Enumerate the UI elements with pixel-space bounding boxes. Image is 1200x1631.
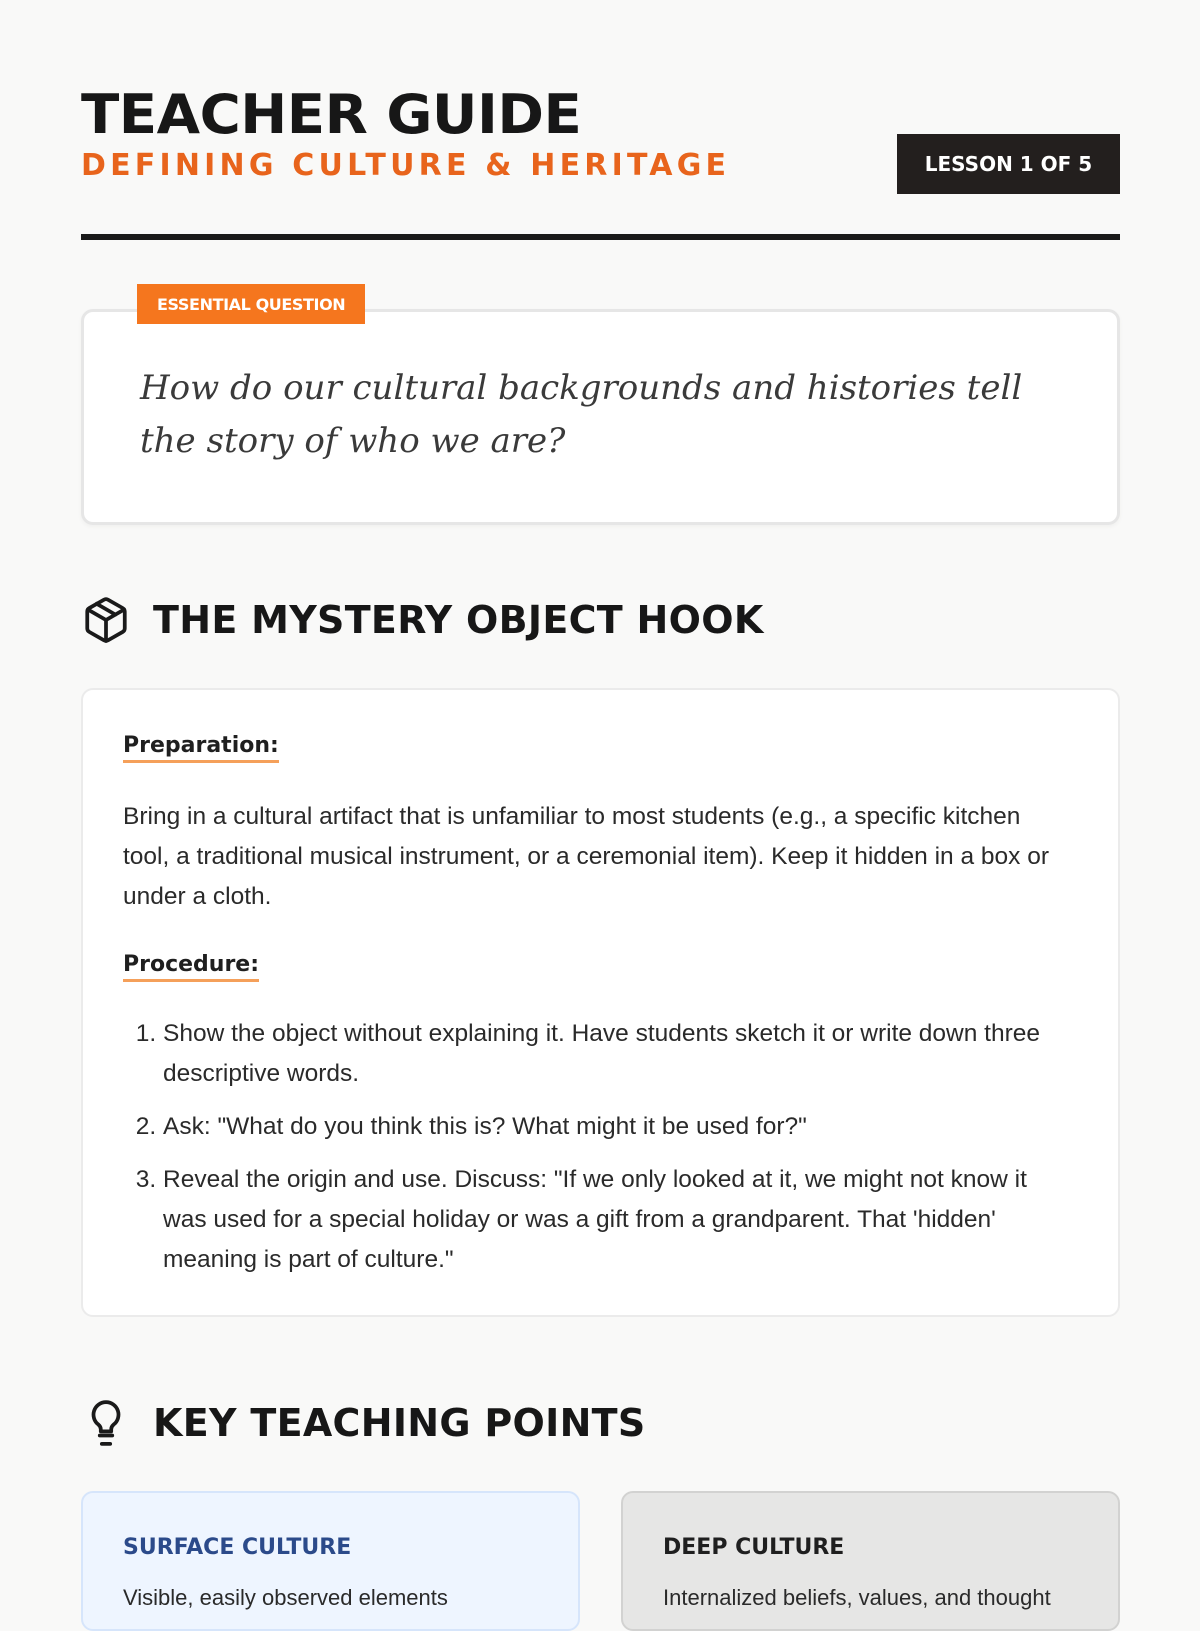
surface-culture-title: SURFACE CULTURE xyxy=(123,1535,352,1560)
lesson-badge: LESSON 1 OF 5 xyxy=(897,134,1120,194)
deep-culture-card xyxy=(621,1491,1120,1631)
page-title: TEACHER GUIDE xyxy=(81,83,582,146)
page-subtitle: DEFINING CULTURE & HERITAGE xyxy=(81,148,731,183)
teaching-points-title: KEY TEACHING POINTS xyxy=(153,1401,646,1445)
surface-culture-body: Visible, easily observed elements xyxy=(123,1585,448,1610)
procedure-label: Procedure: xyxy=(123,951,259,982)
page-header xyxy=(81,82,1120,242)
header-divider xyxy=(81,234,1120,240)
preparation-text: Bring in a cultural artifact that is unfamiliar to most students (e.g., a specific kitchen tool, a traditional musical instrument, or a ceremonial item). Keep it hidden in a box or under a cloth. xyxy=(123,803,1050,910)
procedure-step: 3. Reveal the origin and use. Discuss: "If we only looked at it, we might not know it was used for a special holiday or was a gift from a grandparent. That 'hidden' meaning is part of culture." xyxy=(163,1160,1073,1280)
hook-section-heading xyxy=(81,590,764,650)
teaching-points-heading xyxy=(81,1393,646,1453)
hook-card xyxy=(81,688,1120,1317)
procedure-step: 1. Show the object without explaining it. Have students sketch it or write down three descriptive words. xyxy=(163,1014,1073,1094)
essential-question-tag: ESSENTIAL QUESTION xyxy=(137,284,365,324)
hook-card-content xyxy=(123,732,1073,1293)
essential-question-text: How do our cultural backgrounds and histories tell the story of who we are? xyxy=(140,368,1023,461)
box-icon xyxy=(81,595,131,645)
preparation-label: Preparation: xyxy=(123,732,279,763)
procedure-step: 2. Ask: "What do you think this is? What might it be used for?" xyxy=(163,1107,1073,1147)
lightbulb-icon xyxy=(81,1398,131,1448)
essential-question-card xyxy=(81,309,1120,525)
surface-culture-card xyxy=(81,1491,580,1631)
deep-culture-body: Internalized beliefs, values, and thought xyxy=(663,1585,1051,1610)
procedure-steps xyxy=(123,1014,1073,1280)
deep-culture-title: DEEP CULTURE xyxy=(663,1535,845,1560)
hook-section-title: THE MYSTERY OBJECT HOOK xyxy=(153,598,764,642)
